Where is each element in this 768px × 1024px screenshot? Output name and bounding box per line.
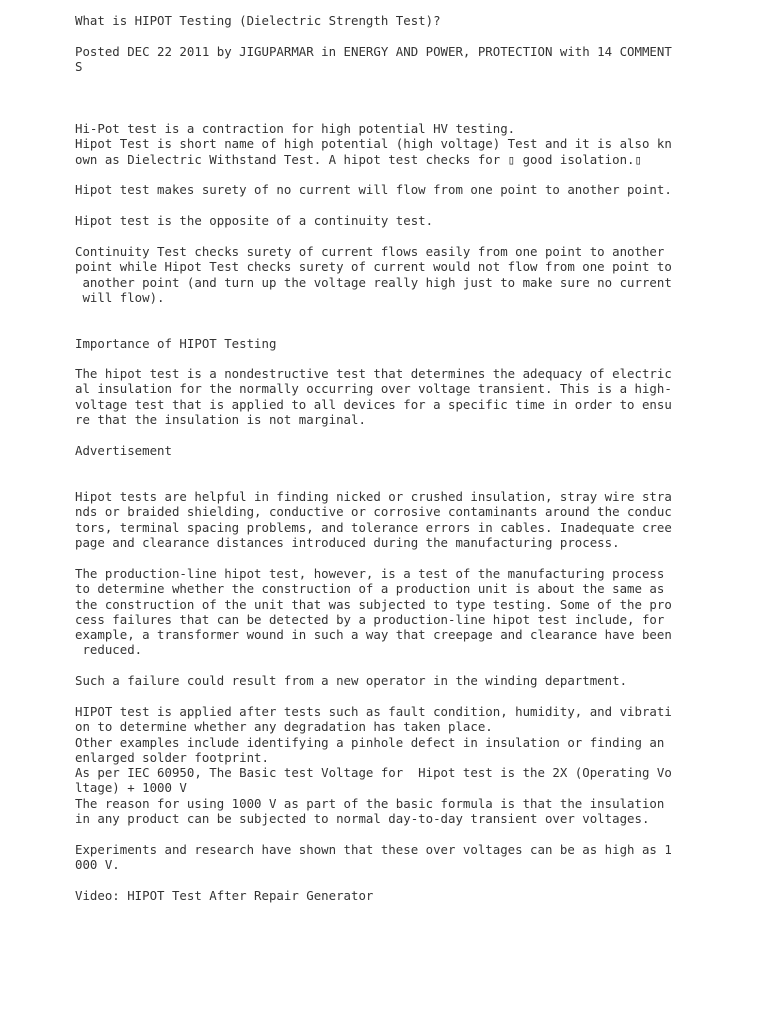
text-line: point while Hipot Test checks surety of current would not flow from one point to bbox=[75, 259, 672, 275]
text-line: Hipot Test is short name of high potential (high voltage) Test and it is also kn bbox=[75, 136, 672, 152]
text-line: re that the insulation is not marginal. bbox=[75, 411, 366, 427]
text-line: The production-line hipot test, however, is a test of the manufacturing process bbox=[75, 566, 665, 581]
text-line: reduced. bbox=[75, 642, 143, 658]
post-meta-line: Posted DEC 22 2011 by JIGUPARMAR in ENERGY AND POWER, PROTECTION with 14 COMMENT bbox=[75, 44, 672, 59]
post-meta-line: S bbox=[75, 59, 83, 75]
text-line: another point (and turn up the voltage really high just to make sure no current bbox=[75, 274, 672, 290]
text-line: Hipot tests are helpful in finding nicked or crushed insulation, stray wire stra bbox=[75, 489, 672, 504]
text-line: HIPOT test is applied after tests such as fault condition, humidity, and vibrati bbox=[75, 704, 672, 719]
text-line: enlarged solder footprint. bbox=[75, 749, 269, 765]
section-heading-importance: Importance of HIPOT Testing bbox=[75, 336, 277, 351]
text-line: Continuity Test checks surety of current flows easily from one point to another bbox=[75, 244, 665, 259]
text-line: 000 V. bbox=[75, 857, 120, 873]
text-line: Experiments and research have shown that these over voltages can be as high as 1 bbox=[75, 842, 672, 857]
text-line: in any product can be subjected to normal day-to-day transient over voltages. bbox=[75, 811, 650, 827]
text-line: Other examples include identifying a pinhole defect in insulation or finding an bbox=[75, 734, 665, 750]
text-line: As per IEC 60950, The Basic test Voltage for Hipot test is the 2X (Operating Vo bbox=[75, 765, 672, 781]
text-line: will flow). bbox=[75, 289, 165, 305]
text-line: The hipot test is a nondestructive test that determines the adequacy of electric bbox=[75, 366, 672, 381]
text-line: ltage) + 1000 V bbox=[75, 780, 187, 796]
text-line: Hi-Pot test is a contraction for high potential HV testing. bbox=[75, 121, 516, 136]
text-line: the construction of the unit that was subjected to type testing. Some of the pro bbox=[75, 596, 672, 612]
importance-paragraph bbox=[75, 366, 672, 427]
text-line: on to determine whether any degradation has taken place. bbox=[75, 719, 493, 735]
continuity-paragraph bbox=[75, 244, 672, 305]
surety-paragraph: Hipot test makes surety of no current will flow from one point to another point. bbox=[75, 182, 672, 197]
experiments-paragraph bbox=[75, 842, 672, 873]
advertisement-label: Advertisement bbox=[75, 443, 172, 458]
opposite-paragraph: Hipot test is the opposite of a continuity test. bbox=[75, 213, 434, 228]
production-paragraph bbox=[75, 566, 672, 658]
text-line: to determine whether the construction of a production unit is about the same as bbox=[75, 581, 665, 597]
text-line: voltage test that is applied to all devices for a specific time in order to ensu bbox=[75, 396, 672, 412]
text-line: cess failures that can be detected by a production-line hipot test include, for bbox=[75, 611, 665, 627]
text-line: example, a transformer wound in such a way that creepage and clearance have been bbox=[75, 627, 672, 643]
text-line: The reason for using 1000 V as part of the basic formula is that the insulation bbox=[75, 795, 665, 811]
post-meta bbox=[75, 44, 672, 75]
text-line: nds or braided shielding, conductive or corrosive contaminants around the conduc bbox=[75, 504, 672, 520]
text-line: page and clearance distances introduced during the manufacturing process. bbox=[75, 534, 620, 550]
text-line: tors, terminal spacing problems, and tolerance errors in cables. Inadequate cree bbox=[75, 519, 672, 535]
helpful-paragraph bbox=[75, 489, 672, 550]
text-line: al insulation for the normally occurring over voltage transient. This is a high- bbox=[75, 381, 672, 397]
text-line: own as Dielectric Withstand Test. A hipot test checks for ▯ good isolation.▯ bbox=[75, 151, 642, 167]
failure-paragraph: Such a failure could result from a new operator in the winding department. bbox=[75, 673, 628, 688]
video-caption: Video: HIPOT Test After Repair Generator bbox=[75, 888, 374, 903]
applied-paragraph bbox=[75, 704, 672, 826]
intro-paragraph bbox=[75, 121, 672, 167]
document-title: What is HIPOT Testing (Dielectric Strength Test)? bbox=[75, 13, 441, 28]
